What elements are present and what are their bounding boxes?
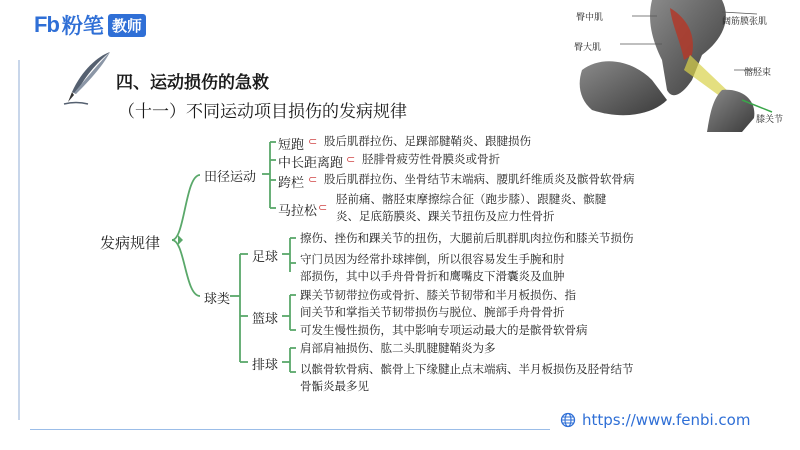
football-item-2-line1: 守门员因为经常扑球摔倒，所以很容易发生手腕和肘 — [300, 252, 565, 266]
sport-basketball: 篮球 — [252, 312, 279, 327]
section-title: 四、运动损伤的急救 — [116, 73, 269, 93]
sprint-injuries: 股后肌群拉伤、足踝部腱鞘炎、跟腱损伤 — [324, 134, 531, 148]
logo-tag: 教师 — [108, 14, 146, 37]
footer-url-text[interactable]: https://www.fenbi.com — [582, 411, 751, 429]
marathon-injuries-line1: 胫前痛、髂胫束摩擦综合征（跑步膝）、跟腱炎、髌腱 — [336, 192, 607, 206]
label-iliotibial-band: 髂胫束 — [744, 68, 772, 78]
logo-brand: 粉笔 — [61, 14, 104, 38]
middle-distance-injuries: 胫腓骨疲劳性骨膜炎或骨折 — [362, 152, 500, 166]
sport-football: 足球 — [252, 250, 279, 265]
globe-icon — [560, 412, 576, 428]
sport-marathon: 马拉松 — [278, 204, 318, 219]
football-item-2-line2: 部损伤，其中以手舟骨骨折和鹰嘴皮下滑囊炎及血肿 — [300, 269, 565, 283]
label-tensor-fasciae: 阔筋膜张肌 — [722, 17, 768, 27]
arrow-icon: ⊂ — [308, 173, 318, 186]
logo-fb: Fb — [34, 12, 59, 37]
label-knee-joint: 膝关节 — [756, 115, 784, 125]
volleyball-item-2-line2: 骨骺炎最多见 — [300, 379, 369, 393]
sport-hurdles: 跨栏 — [278, 176, 305, 191]
subsection-title: （十一）不同运动项目损伤的发病规律 — [118, 102, 407, 122]
sport-sprint: 短跑 — [278, 138, 305, 153]
label-gluteus-maximus: 臀大肌 — [574, 43, 602, 53]
volleyball-item-1: 肩部肩袖损伤、肱二头肌腱腱鞘炎为多 — [300, 341, 496, 355]
label-gluteus-medius: 臀中肌 — [576, 13, 604, 23]
arrow-icon: ⊂ — [308, 135, 318, 148]
arrow-icon: ⊂ — [346, 153, 356, 166]
basketball-item-2: 可发生慢性损伤，其中影响专项运动最大的是髌骨软骨病 — [300, 323, 588, 337]
marathon-injuries-line2: 炎、足底筋膜炎、踝关节扭伤及应力性骨折 — [336, 209, 555, 223]
mindmap-root: 发病规律 — [100, 234, 161, 252]
basketball-item-1-line2: 间关节和掌指关节韧带损伤与脱位、腕部手舟骨骨折 — [300, 305, 565, 319]
basketball-item-1-line1: 踝关节韧带拉伤或骨折、膝关节韧带和半月板损伤、指 — [300, 288, 576, 302]
arrow-icon: ⊂ — [318, 201, 328, 214]
footer-divider — [30, 429, 550, 430]
sport-middle-distance: 中长距离跑 — [278, 156, 344, 171]
hurdles-injuries: 股后肌群拉伤、坐骨结节末端病、腰肌纤维质炎及髌骨软骨病 — [324, 172, 635, 186]
sport-volleyball: 排球 — [252, 358, 279, 373]
footer-url[interactable] — [560, 411, 750, 429]
volleyball-item-2-line1: 以髌骨软骨病、髌骨上下缘腱止点末端病、半月板损伤及胫骨结节 — [300, 362, 634, 376]
football-item-1: 擦伤、挫伤和踝关节的扭伤，大腿前后肌群肌肉拉伤和膝关节损伤 — [300, 231, 634, 245]
branch-ball-sports: 球类 — [204, 292, 231, 307]
branch-athletics: 田径运动 — [204, 170, 257, 185]
